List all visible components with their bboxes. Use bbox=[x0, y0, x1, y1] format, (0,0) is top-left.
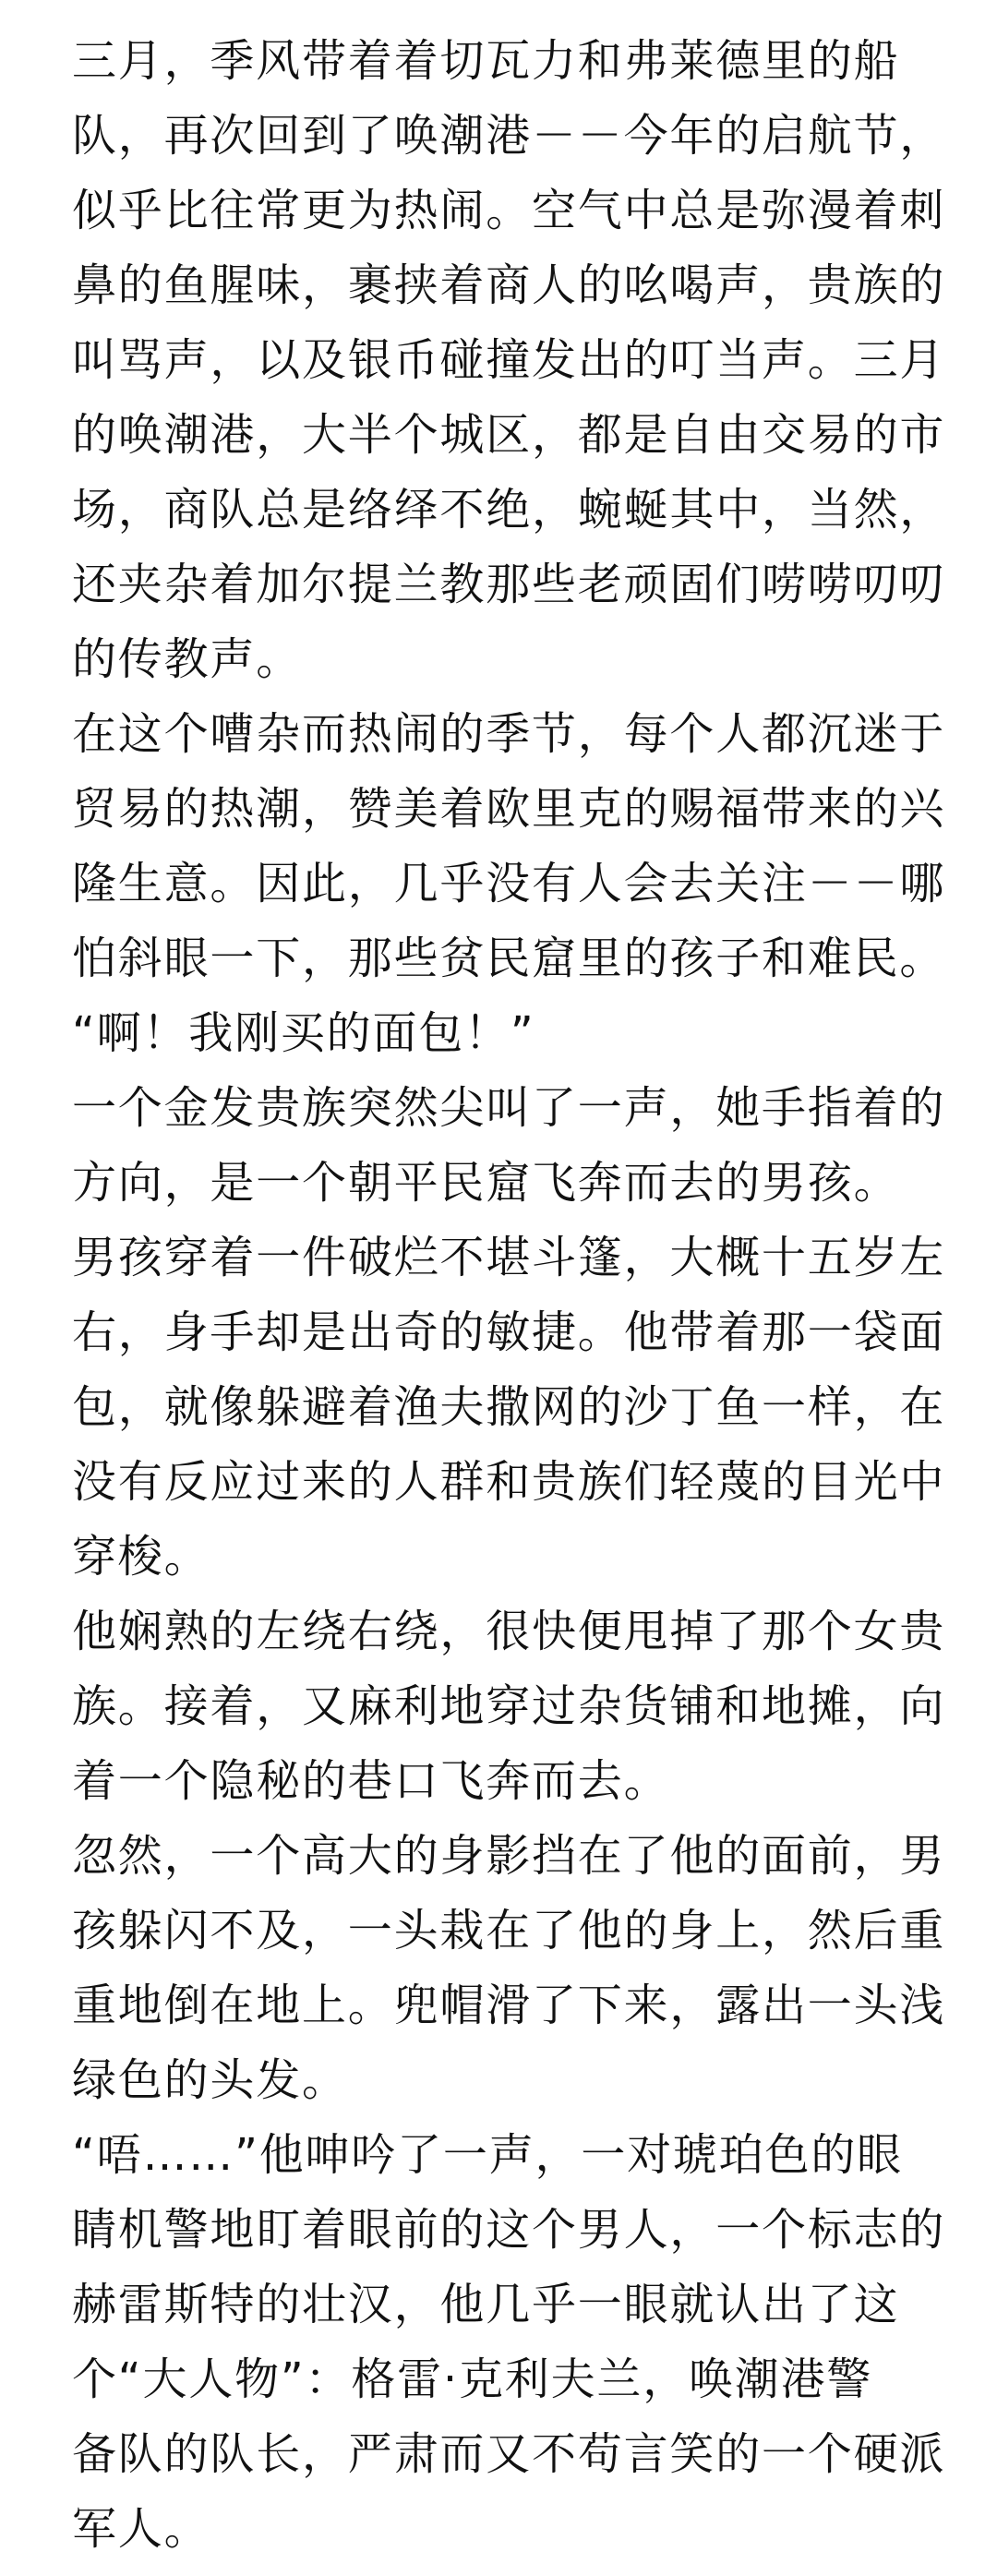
text-line: 没有反应过来的人群和贵族们轻蔑的目光中 bbox=[72, 1456, 946, 1508]
text-line: 他娴熟的左绕右绕，很快便甩掉了那个女贵 bbox=[72, 1606, 946, 1657]
text-line: 军人。 bbox=[72, 2503, 210, 2555]
text-line: “啊！我刚买的面包！” bbox=[72, 1007, 535, 1059]
text-line: 的唤潮港，大半个城区，都是自由交易的市 bbox=[72, 409, 946, 461]
text-line: 三月，季风带着着切瓦力和弗莱德里的船 bbox=[72, 35, 900, 87]
text-line: 还夹杂着加尔提兰教那些老顽固们唠唠叨叨 bbox=[72, 559, 946, 610]
text-line: 着一个隐秘的巷口飞奔而去。 bbox=[72, 1755, 670, 1807]
text-line: 赫雷斯特的壮汉，他几乎一眼就认出了这 bbox=[72, 2279, 900, 2330]
text-line: 备队的队长，严肃而又不苟言笑的一个硬派 bbox=[72, 2428, 946, 2480]
text-line: 绿色的头发。 bbox=[72, 2054, 348, 2106]
text-line: 怕斜眼一下，那些贫民窟里的孩子和难民。 bbox=[72, 933, 946, 984]
text-line: 叫骂声，以及银币碰撞发出的叮当声。三月 bbox=[72, 334, 946, 386]
text-line: 一个金发贵族突然尖叫了一声，她手指着的 bbox=[72, 1082, 946, 1134]
text-line: 贸易的热潮，赞美着欧里克的赐福带来的兴 bbox=[72, 783, 946, 835]
text-line: 队，再次回到了唤潮港－－今年的启航节， bbox=[72, 110, 946, 162]
text-line: “唔……”他呻吟了一声，一对琥珀色的眼 bbox=[72, 2129, 903, 2181]
text-line: 男孩穿着一件破烂不堪斗篷，大概十五岁左 bbox=[72, 1232, 946, 1283]
text-line: 右，身手却是出奇的敏捷。他带着那一袋面 bbox=[72, 1306, 946, 1358]
text-line: 忽然，一个高大的身影挡在了他的面前，男 bbox=[72, 1830, 946, 1882]
text-line: 重地倒在地上。兜帽滑了下来，露出一头浅 bbox=[72, 1980, 946, 2031]
text-line: 场，商队总是络绎不绝，蜿蜒其中，当然， bbox=[72, 484, 946, 536]
text-line: 包，就像躲避着渔夫撒网的沙丁鱼一样，在 bbox=[72, 1381, 946, 1433]
text-line: 的传教声。 bbox=[72, 633, 303, 685]
text-line: 在这个嘈杂而热闹的季节，每个人都沉迷于 bbox=[72, 708, 946, 760]
text-line: 方向，是一个朝平民窟飞奔而去的男孩。 bbox=[72, 1157, 900, 1209]
text-line: 鼻的鱼腥味，裹挟着商人的吆喝声，贵族的 bbox=[72, 259, 946, 311]
text-line: 似乎比往常更为热闹。空气中总是弥漫着刺 bbox=[72, 185, 946, 236]
text-line: 族。接着，又麻利地穿过杂货铺和地摊，向 bbox=[72, 1680, 946, 1732]
text-line: 个“大人物”：格雷·克利夫兰，唤潮港警 bbox=[72, 2353, 873, 2405]
text-line: 孩躲闪不及，一头栽在了他的身上，然后重 bbox=[72, 1905, 946, 1956]
text-line: 睛机警地盯着眼前的这个男人，一个标志的 bbox=[72, 2204, 946, 2256]
text-line: 隆生意。因此，几乎没有人会去关注－－哪 bbox=[72, 858, 946, 909]
text-line: 穿梭。 bbox=[72, 1531, 210, 1583]
